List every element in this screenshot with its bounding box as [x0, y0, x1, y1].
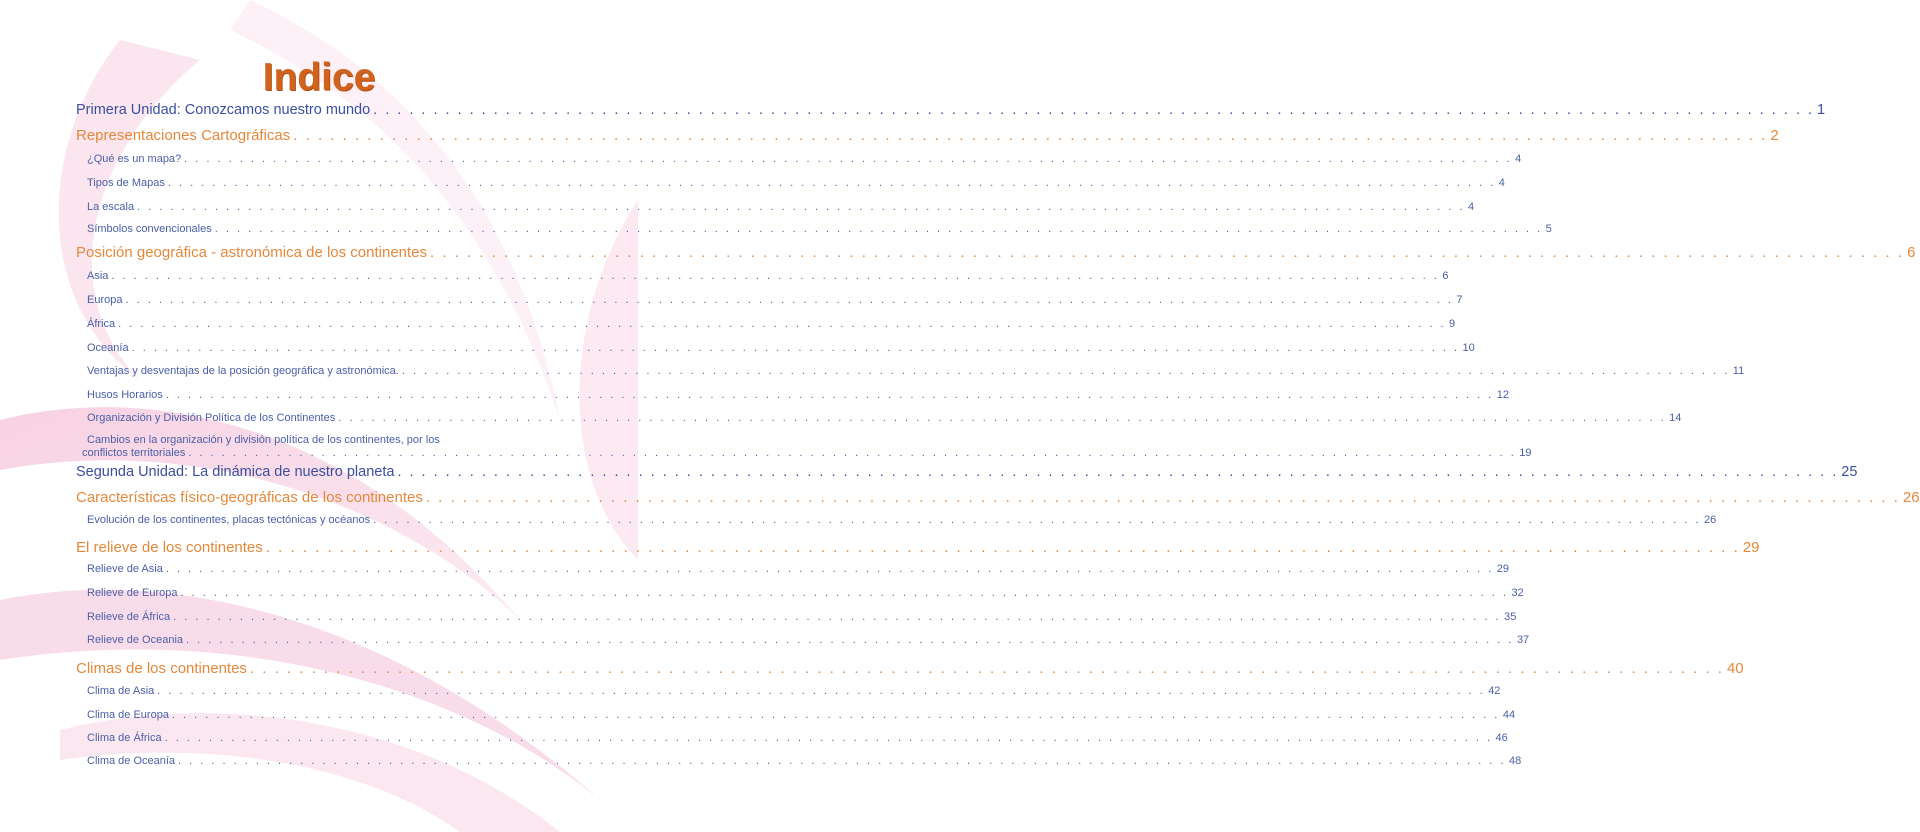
toc-item[interactable]: [76, 201, 1475, 213]
dot-leader: . . . . . . . . . . . . . . . . . . . . . . . . . . . . . . . . . . . . . . . . . . . . . . . . . . . . . . . . . . . . . . . . . . . . . . . . . . . . . . . . . . . . . . . . . . . . . . . . . . . . . . . . . . . . . . . . . . . . . . . .: [373, 514, 1702, 526]
toc-page-number: 40: [1726, 660, 1744, 677]
dot-leader: . . . . . . . . . . . . . . . . . . . . . . . . . . . . . . . . . . . . . . . . . . . . . . . . . . . . . . . . . . . . . . . . . . . . . . . . . . . . . . . . . . . . . . . . . . . . . . . . . . . . . . . . . . . . . . . . . . . . . . . .: [118, 318, 1447, 330]
toc-item[interactable]: [76, 732, 1508, 744]
toc-item[interactable]: [76, 587, 1524, 599]
dot-leader: . . . . . . . . . . . . . . . . . . . . . . . . . . . . . . . . . . . . . . . . . . . . . . . . . . . . . . . . . . . . . . . . . . . . . . . . . . . . . . . . . . . . . . . . . . . . . . . . . . . . . . . . . . . . . . . . . . . . . . . .: [338, 412, 1667, 424]
toc-item-text: Clima de África: [87, 732, 162, 744]
toc-section[interactable]: [76, 127, 1779, 144]
toc-item-line: Cambios en la organización y división política de los continentes, por los: [87, 434, 440, 446]
toc-page-number: 10: [1462, 342, 1475, 354]
toc-page-number: 46: [1495, 732, 1508, 744]
toc-item[interactable]: [76, 177, 1505, 189]
toc-item-text: Clima de Europa: [87, 709, 169, 721]
toc-page-number: 29: [1742, 539, 1760, 556]
toc-page-number: 6: [1907, 244, 1916, 261]
toc-item[interactable]: [76, 270, 1449, 282]
toc-unit-text: Segunda Unidad: La dinámica de nuestro planeta: [76, 464, 395, 480]
toc-item[interactable]: [76, 611, 1517, 623]
toc-item[interactable]: [76, 294, 1463, 306]
dot-leader: . . . . . . . . . . . . . . . . . . . . . . . . . . . . . . . . . . . . . . . . . . . . . . . . . . . . . . . . . . . . . . . . . . . . . . . . . . . . . . . . . . . . . . . . . . . . . . . . . . . . . . . . . . . . . . . . . . . . . . . .: [164, 732, 1493, 744]
toc-item[interactable]: [76, 447, 1532, 459]
toc-item[interactable]: [76, 153, 1522, 165]
dot-leader: . . . . . . . . . . . . . . . . . . . . . . . . . . . . . . . . . . . . . . . . . . . . . . . . . . . . . . . . . . . . . . . . . . . . . . . . . . . . . . . . . . . . . . . . . . . . . . . . . . . . . . . . . . . . . . . . . . . . . . . .: [373, 102, 1814, 118]
toc-item[interactable]: [76, 634, 1530, 646]
toc-page-number: 48: [1508, 755, 1522, 767]
toc-item-text: Organización y División Política de los Continentes: [87, 412, 336, 424]
toc-page-number: 9: [1449, 318, 1456, 330]
dot-leader: . . . . . . . . . . . . . . . . . . . . . . . . . . . . . . . . . . . . . . . . . . . . . . . . . . . . . . . . . . . . . . . . . . . . . . . . . . . . . . . . . . . . . . . . . . . . . . . . . . . . . . . . . . . . . . . . . . . . . . . .: [165, 563, 1494, 575]
toc-page-number: 1: [1817, 102, 1826, 118]
toc-item[interactable]: [76, 412, 1682, 424]
page-title: Indice: [262, 56, 376, 99]
toc-page-number: 25: [1841, 464, 1858, 480]
toc-item-text: Relieve de África: [87, 611, 171, 623]
toc-item-text: Relieve de Asia: [87, 563, 163, 575]
dot-leader: . . . . . . . . . . . . . . . . . . . . . . . . . . . . . . . . . . . . . . . . . . . . . . . . . . . . . . . . . . . . . . . . . . . . . . . . . . . . . . . . . . . . . . . . . . . . . . . . . . . . . . . . . . . . . . . . . . . . . . . .: [173, 611, 1502, 623]
toc-section[interactable]: [76, 489, 1920, 506]
toc-item[interactable]: [76, 365, 1745, 377]
toc-section-text: Representaciones Cartográficas: [76, 127, 291, 144]
dot-leader: . . . . . . . . . . . . . . . . . . . . . . . . . . . . . . . . . . . . . . . . . . . . . . . . . . . . . . . . . . . . . . . . . . . . . . . . . . . . . . . . . . . . . . . . . . . . . . . . . . . . . . . . . . . . . . . . . . . . . . . .: [265, 539, 1740, 556]
dot-leader: . . . . . . . . . . . . . . . . . . . . . . . . . . . . . . . . . . . . . . . . . . . . . . . . . . . . . . . . . . . . . . . . . . . . . . . . . . . . . . . . . . . . . . . . . . . . . . . . . . . . . . . . . . . . . . . . . . . . . . . .: [186, 634, 1514, 646]
toc-item[interactable]: [76, 342, 1475, 354]
toc-item-text: conflictos territoriales: [82, 447, 186, 459]
dot-leader: . . . . . . . . . . . . . . . . . . . . . . . . . . . . . . . . . . . . . . . . . . . . . . . . . . . . . . . . . . . . . . . . . . . . . . . . . . . . . . . . . . . . . . . . . . . . . . . . . . . . . . . . . . . . . . . . . . . . . . . .: [178, 755, 1506, 767]
dot-leader: . . . . . . . . . . . . . . . . . . . . . . . . . . . . . . . . . . . . . . . . . . . . . . . . . . . . . . . . . . . . . . . . . . . . . . . . . . . . . . . . . . . . . . . . . . . . . . . . . . . . . . . . . . . . . . . . . . . . . . . .: [401, 365, 1730, 377]
dot-leader: . . . . . . . . . . . . . . . . . . . . . . . . . . . . . . . . . . . . . . . . . . . . . . . . . . . . . . . . . . . . . . . . . . . . . . . . . . . . . . . . . . . . . . . . . . . . . . . . . . . . . . . . . . . . . . . . . . . . . . . .: [157, 685, 1486, 697]
toc-page-number: 6: [1442, 270, 1449, 282]
toc-page-number: 5: [1545, 223, 1552, 235]
dot-leader: . . . . . . . . . . . . . . . . . . . . . . . . . . . . . . . . . . . . . . . . . . . . . . . . . . . . . . . . . . . . . . . . . . . . . . . . . . . . . . . . . . . . . . . . . . . . . . . . . . . . . . . . . . . . . . . . . . . . . . . .: [111, 270, 1440, 282]
toc-item-text: Relieve de Oceania: [87, 634, 184, 646]
toc-section-text: El relieve de los continentes: [76, 539, 263, 556]
toc-item[interactable]: [76, 755, 1522, 767]
toc-page-number: 7: [1456, 294, 1463, 306]
toc-section-text: Posición geográfica - astronómica de los continentes: [76, 244, 428, 261]
toc-item-text: Husos Horarios: [87, 389, 163, 401]
toc-item[interactable]: [76, 514, 1717, 526]
dot-leader: . . . . . . . . . . . . . . . . . . . . . . . . . . . . . . . . . . . . . . . . . . . . . . . . . . . . . . . . . . . . . . . . . . . . . . . . . . . . . . . . . . . . . . . . . . . . . . . . . . . . . . . . . . . . . . . . . . . . . . . .: [171, 709, 1500, 721]
dot-leader: . . . . . . . . . . . . . . . . . . . . . . . . . . . . . . . . . . . . . . . . . . . . . . . . . . . . . . . . . . . . . . . . . . . . . . . . . . . . . . . . . . . . . . . . . . . . . . . . . . . . . . . . . . . . . . . . . . . . . . . .: [188, 447, 1517, 459]
toc-page-number: 26: [1902, 489, 1920, 506]
toc-item[interactable]: [76, 709, 1516, 721]
toc-page-number: 4: [1498, 177, 1505, 189]
toc-unit-text: Primera Unidad: Conozcamos nuestro mundo: [76, 102, 371, 118]
toc-page-number: 14: [1669, 412, 1682, 424]
toc-section[interactable]: [76, 539, 1760, 556]
dot-leader: . . . . . . . . . . . . . . . . . . . . . . . . . . . . . . . . . . . . . . . . . . . . . . . . . . . . . . . . . . . . . . . . . . . . . . . . . . . . . . . . . . . . . . . . . . . . . . . . . . . . . . . . . . . . . . . . . . . . . . . .: [397, 464, 1839, 480]
toc-item[interactable]: [76, 389, 1509, 401]
dot-leader: . . . . . . . . . . . . . . . . . . . . . . . . . . . . . . . . . . . . . . . . . . . . . . . . . . . . . . . . . . . . . . . . . . . . . . . . . . . . . . . . . . . . . . . . . . . . . . . . . . . . . . . . . . . . . . . . . . . . . . . .: [165, 389, 1494, 401]
toc-page-number: 26: [1704, 514, 1717, 526]
toc-page-number: 32: [1511, 587, 1524, 599]
toc-item[interactable]: [76, 685, 1501, 697]
dot-leader: . . . . . . . . . . . . . . . . . . . . . . . . . . . . . . . . . . . . . . . . . . . . . . . . . . . . . . . . . . . . . . . . . . . . . . . . . . . . . . . . . . . . . . . . . . . . . . . . . . . . . . . . . . . . . . . . . . . . . . . .: [430, 244, 1905, 261]
toc-unit[interactable]: [76, 102, 1826, 118]
toc-section-text: Características físico-geográficas de los continentes: [76, 489, 423, 506]
toc-page-number: 4: [1515, 153, 1522, 165]
toc-section[interactable]: [76, 244, 1916, 261]
toc-item[interactable]: [76, 563, 1509, 575]
toc-page-number: 19: [1519, 447, 1532, 459]
toc-item-text: Símbolos convencionales: [87, 223, 212, 235]
toc-unit[interactable]: [76, 464, 1858, 480]
toc-item-text: Clima de Asia: [87, 685, 155, 697]
dot-leader: . . . . . . . . . . . . . . . . . . . . . . . . . . . . . . . . . . . . . . . . . . . . . . . . . . . . . . . . . . . . . . . . . . . . . . . . . . . . . . . . . . . . . . . . . . . . . . . . . . . . . . . . . . . . . . . . . . . . . . . .: [184, 153, 1513, 165]
toc-item-text: Asia: [87, 270, 109, 282]
toc-item-text: Tipos de Mapas: [87, 177, 165, 189]
toc-page-number: 44: [1502, 709, 1516, 721]
toc-item-text: Oceanía: [87, 342, 129, 354]
dot-leader: . . . . . . . . . . . . . . . . . . . . . . . . . . . . . . . . . . . . . . . . . . . . . . . . . . . . . . . . . . . . . . . . . . . . . . . . . . . . . . . . . . . . . . . . . . . . . . . . . . . . . . . . . . . . . . . . . . . . . . . .: [180, 587, 1509, 599]
toc-item-text: Evolución de los continentes, placas tectónicas y océanos: [87, 514, 371, 526]
toc-section-text: Climas de los continentes: [76, 660, 247, 677]
toc-item-text: Ventajas y desventajas de la posición geográfica y astronómica.: [87, 365, 399, 377]
dot-leader: . . . . . . . . . . . . . . . . . . . . . . . . . . . . . . . . . . . . . . . . . . . . . . . . . . . . . . . . . . . . . . . . . . . . . . . . . . . . . . . . . . . . . . . . . . . . . . . . . . . . . . . . . . . . . . . . . . . . . . . .: [167, 177, 1496, 189]
toc-page-number: 2: [1770, 127, 1779, 144]
toc-page-number: 12: [1496, 389, 1509, 401]
dot-leader: . . . . . . . . . . . . . . . . . . . . . . . . . . . . . . . . . . . . . . . . . . . . . . . . . . . . . . . . . . . . . . . . . . . . . . . . . . . . . . . . . . . . . . . . . . . . . . . . . . . . . . . . . . . . . . . . . . . . . . . .: [214, 223, 1543, 235]
toc-item[interactable]: [76, 223, 1552, 235]
toc-item-text: La escala: [87, 201, 135, 213]
toc-item-text: ¿Qué es un mapa?: [87, 153, 182, 165]
toc-item-text: Clima de Oceanía: [87, 755, 176, 767]
toc-page-number: 4: [1468, 201, 1475, 213]
toc-page-number: 35: [1504, 611, 1517, 623]
toc-item-text: Relieve de Europa: [87, 587, 178, 599]
toc-page-number: 11: [1732, 365, 1745, 377]
toc-page-number: 42: [1488, 685, 1501, 697]
dot-leader: . . . . . . . . . . . . . . . . . . . . . . . . . . . . . . . . . . . . . . . . . . . . . . . . . . . . . . . . . . . . . . . . . . . . . . . . . . . . . . . . . . . . . . . . . . . . . . . . . . . . . . . . . . . . . . . . . . . . . . . .: [137, 201, 1466, 213]
toc-page-number: 37: [1516, 634, 1530, 646]
toc-item-text: África: [87, 318, 116, 330]
toc-item[interactable]: [76, 318, 1456, 330]
dot-leader: . . . . . . . . . . . . . . . . . . . . . . . . . . . . . . . . . . . . . . . . . . . . . . . . . . . . . . . . . . . . . . . . . . . . . . . . . . . . . . . . . . . . . . . . . . . . . . . . . . . . . . . . . . . . . . . . . . . . . . . .: [425, 489, 1900, 506]
dot-leader: . . . . . . . . . . . . . . . . . . . . . . . . . . . . . . . . . . . . . . . . . . . . . . . . . . . . . . . . . . . . . . . . . . . . . . . . . . . . . . . . . . . . . . . . . . . . . . . . . . . . . . . . . . . . . . . . . . . . . . . .: [131, 342, 1460, 354]
dot-leader: . . . . . . . . . . . . . . . . . . . . . . . . . . . . . . . . . . . . . . . . . . . . . . . . . . . . . . . . . . . . . . . . . . . . . . . . . . . . . . . . . . . . . . . . . . . . . . . . . . . . . . . . . . . . . . . . . . . . . . . .: [249, 660, 1724, 677]
toc-page-number: 29: [1496, 563, 1509, 575]
dot-leader: . . . . . . . . . . . . . . . . . . . . . . . . . . . . . . . . . . . . . . . . . . . . . . . . . . . . . . . . . . . . . . . . . . . . . . . . . . . . . . . . . . . . . . . . . . . . . . . . . . . . . . . . . . . . . . . . . . . . . . . .: [125, 294, 1454, 306]
toc-section[interactable]: [76, 660, 1744, 677]
toc-item-text: Europa: [87, 294, 123, 306]
dot-leader: . . . . . . . . . . . . . . . . . . . . . . . . . . . . . . . . . . . . . . . . . . . . . . . . . . . . . . . . . . . . . . . . . . . . . . . . . . . . . . . . . . . . . . . . . . . . . . . . . . . . . . . . . . . . . . . . . . . . . . . .: [293, 127, 1768, 144]
